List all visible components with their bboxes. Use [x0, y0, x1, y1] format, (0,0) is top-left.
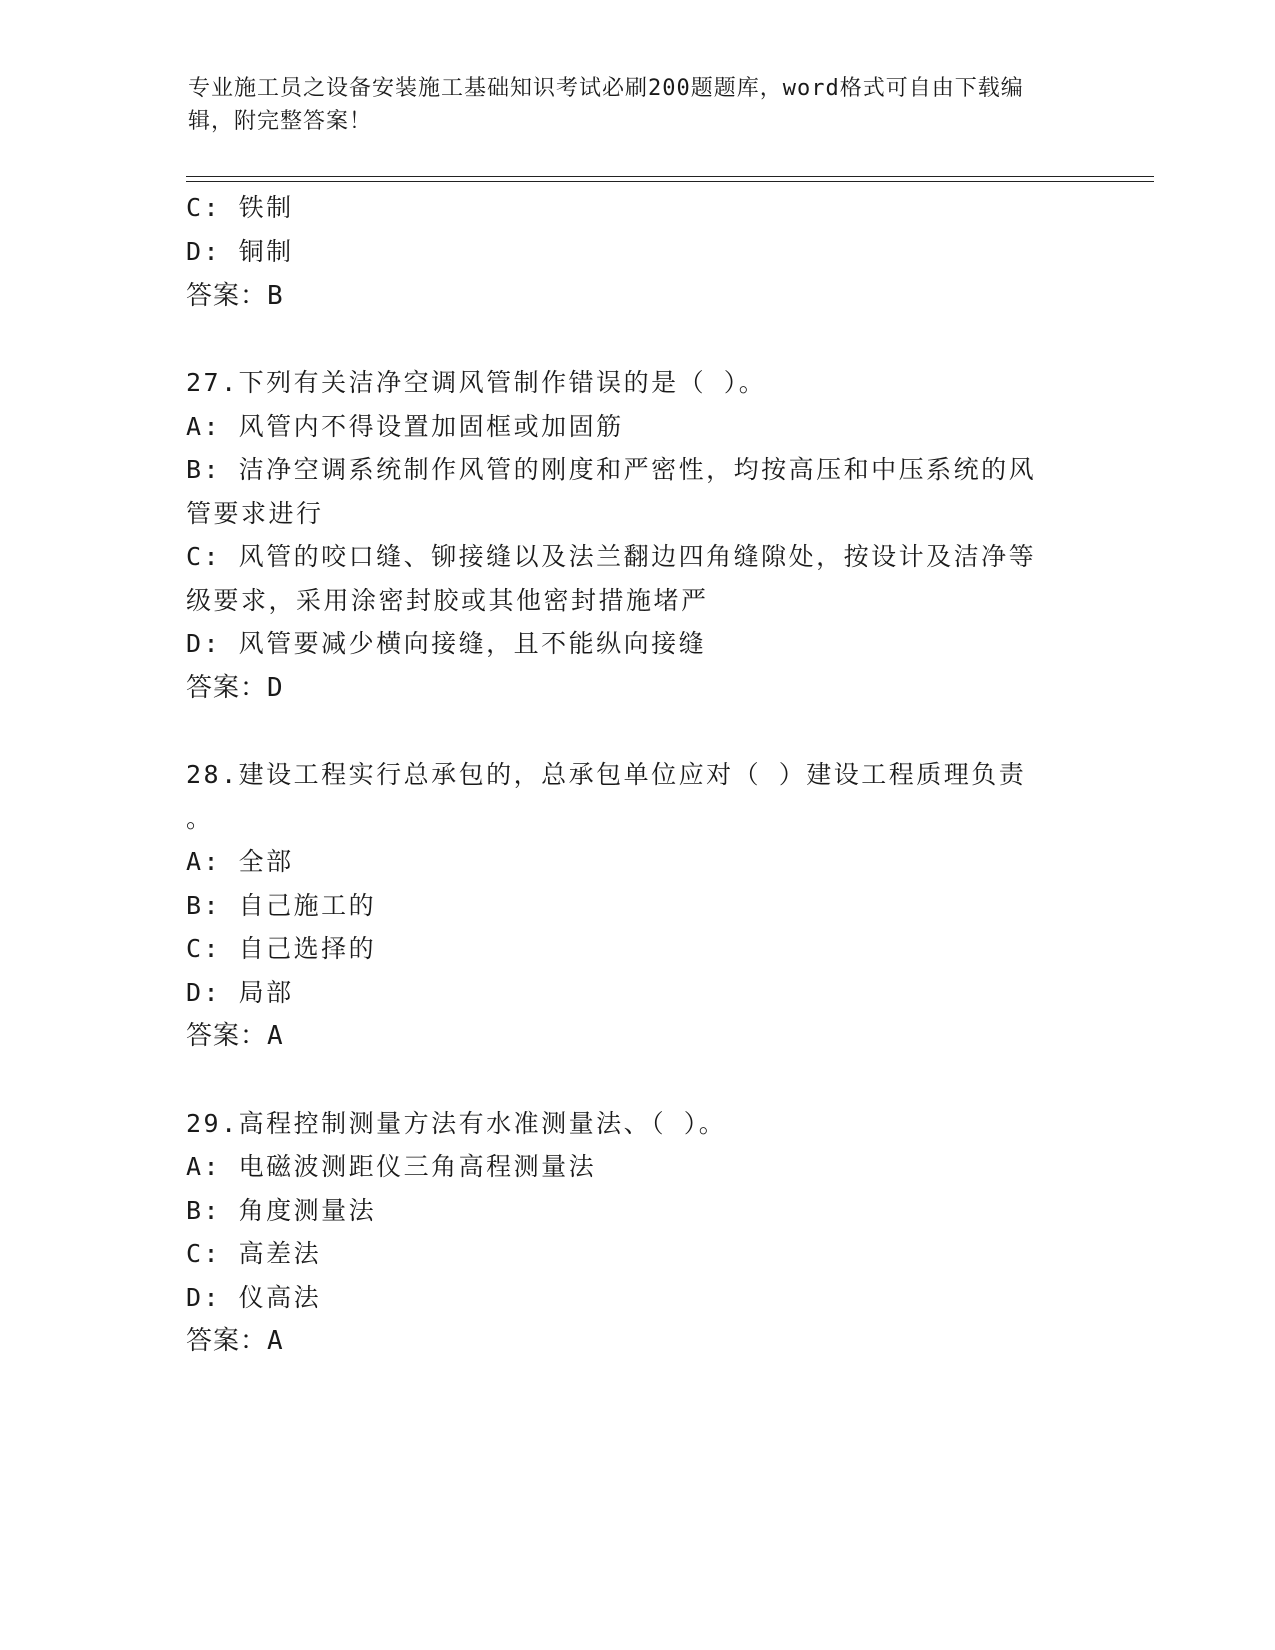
option-c: C: 铁制: [186, 193, 294, 222]
option-b: B: 自己施工的: [186, 891, 377, 920]
option-c-continued: 级要求，采用涂密封胶或其他密封措施堵严: [186, 586, 709, 615]
header-divider-top: [186, 176, 1154, 177]
option-b-continued: 管要求进行: [186, 499, 324, 528]
page-header-title: 专业施工员之设备安装施工基础知识考试必刷200题题库，word格式可自由下载编辑，附完整答案！: [188, 76, 1024, 134]
option-c: C: 高差法: [186, 1239, 322, 1268]
option-a: A: 电磁波测距仪三角高程测量法: [186, 1152, 597, 1181]
option-b: B: 洁净空调系统制作风管的刚度和严密性，均按高压和中压系统的风: [186, 455, 1037, 484]
question-28: 28.建设工程实行总承包的，总承包单位应对（ ）建设工程质理负责: [186, 760, 1027, 789]
option-d: D: 铜制: [186, 237, 294, 266]
answer: 答案：D: [186, 673, 284, 703]
option-d: D: 局部: [186, 978, 294, 1007]
question-27: 27.下列有关洁净空调风管制作错误的是（ ）。: [186, 368, 767, 397]
option-b: B: 角度测量法: [186, 1196, 377, 1225]
option-c: C: 风管的咬口缝、铆接缝以及法兰翻边四角缝隙处，按设计及洁净等: [186, 542, 1037, 571]
option-c: C: 自己选择的: [186, 934, 377, 963]
answer: 答案：A: [186, 1021, 284, 1051]
answer: 答案：B: [186, 281, 284, 311]
option-d: D: 风管要减少横向接缝，且不能纵向接缝: [186, 629, 707, 658]
question-28-continued: 。: [186, 804, 214, 833]
option-a: A: 全部: [186, 847, 294, 876]
option-d: D: 仪高法: [186, 1283, 322, 1312]
header-divider-bottom: [186, 181, 1154, 182]
answer: 答案：A: [186, 1326, 284, 1356]
option-a: A: 风管内不得设置加固框或加固筋: [186, 412, 624, 441]
question-29: 29.高程控制测量方法有水准测量法、（ ）。: [186, 1109, 727, 1138]
